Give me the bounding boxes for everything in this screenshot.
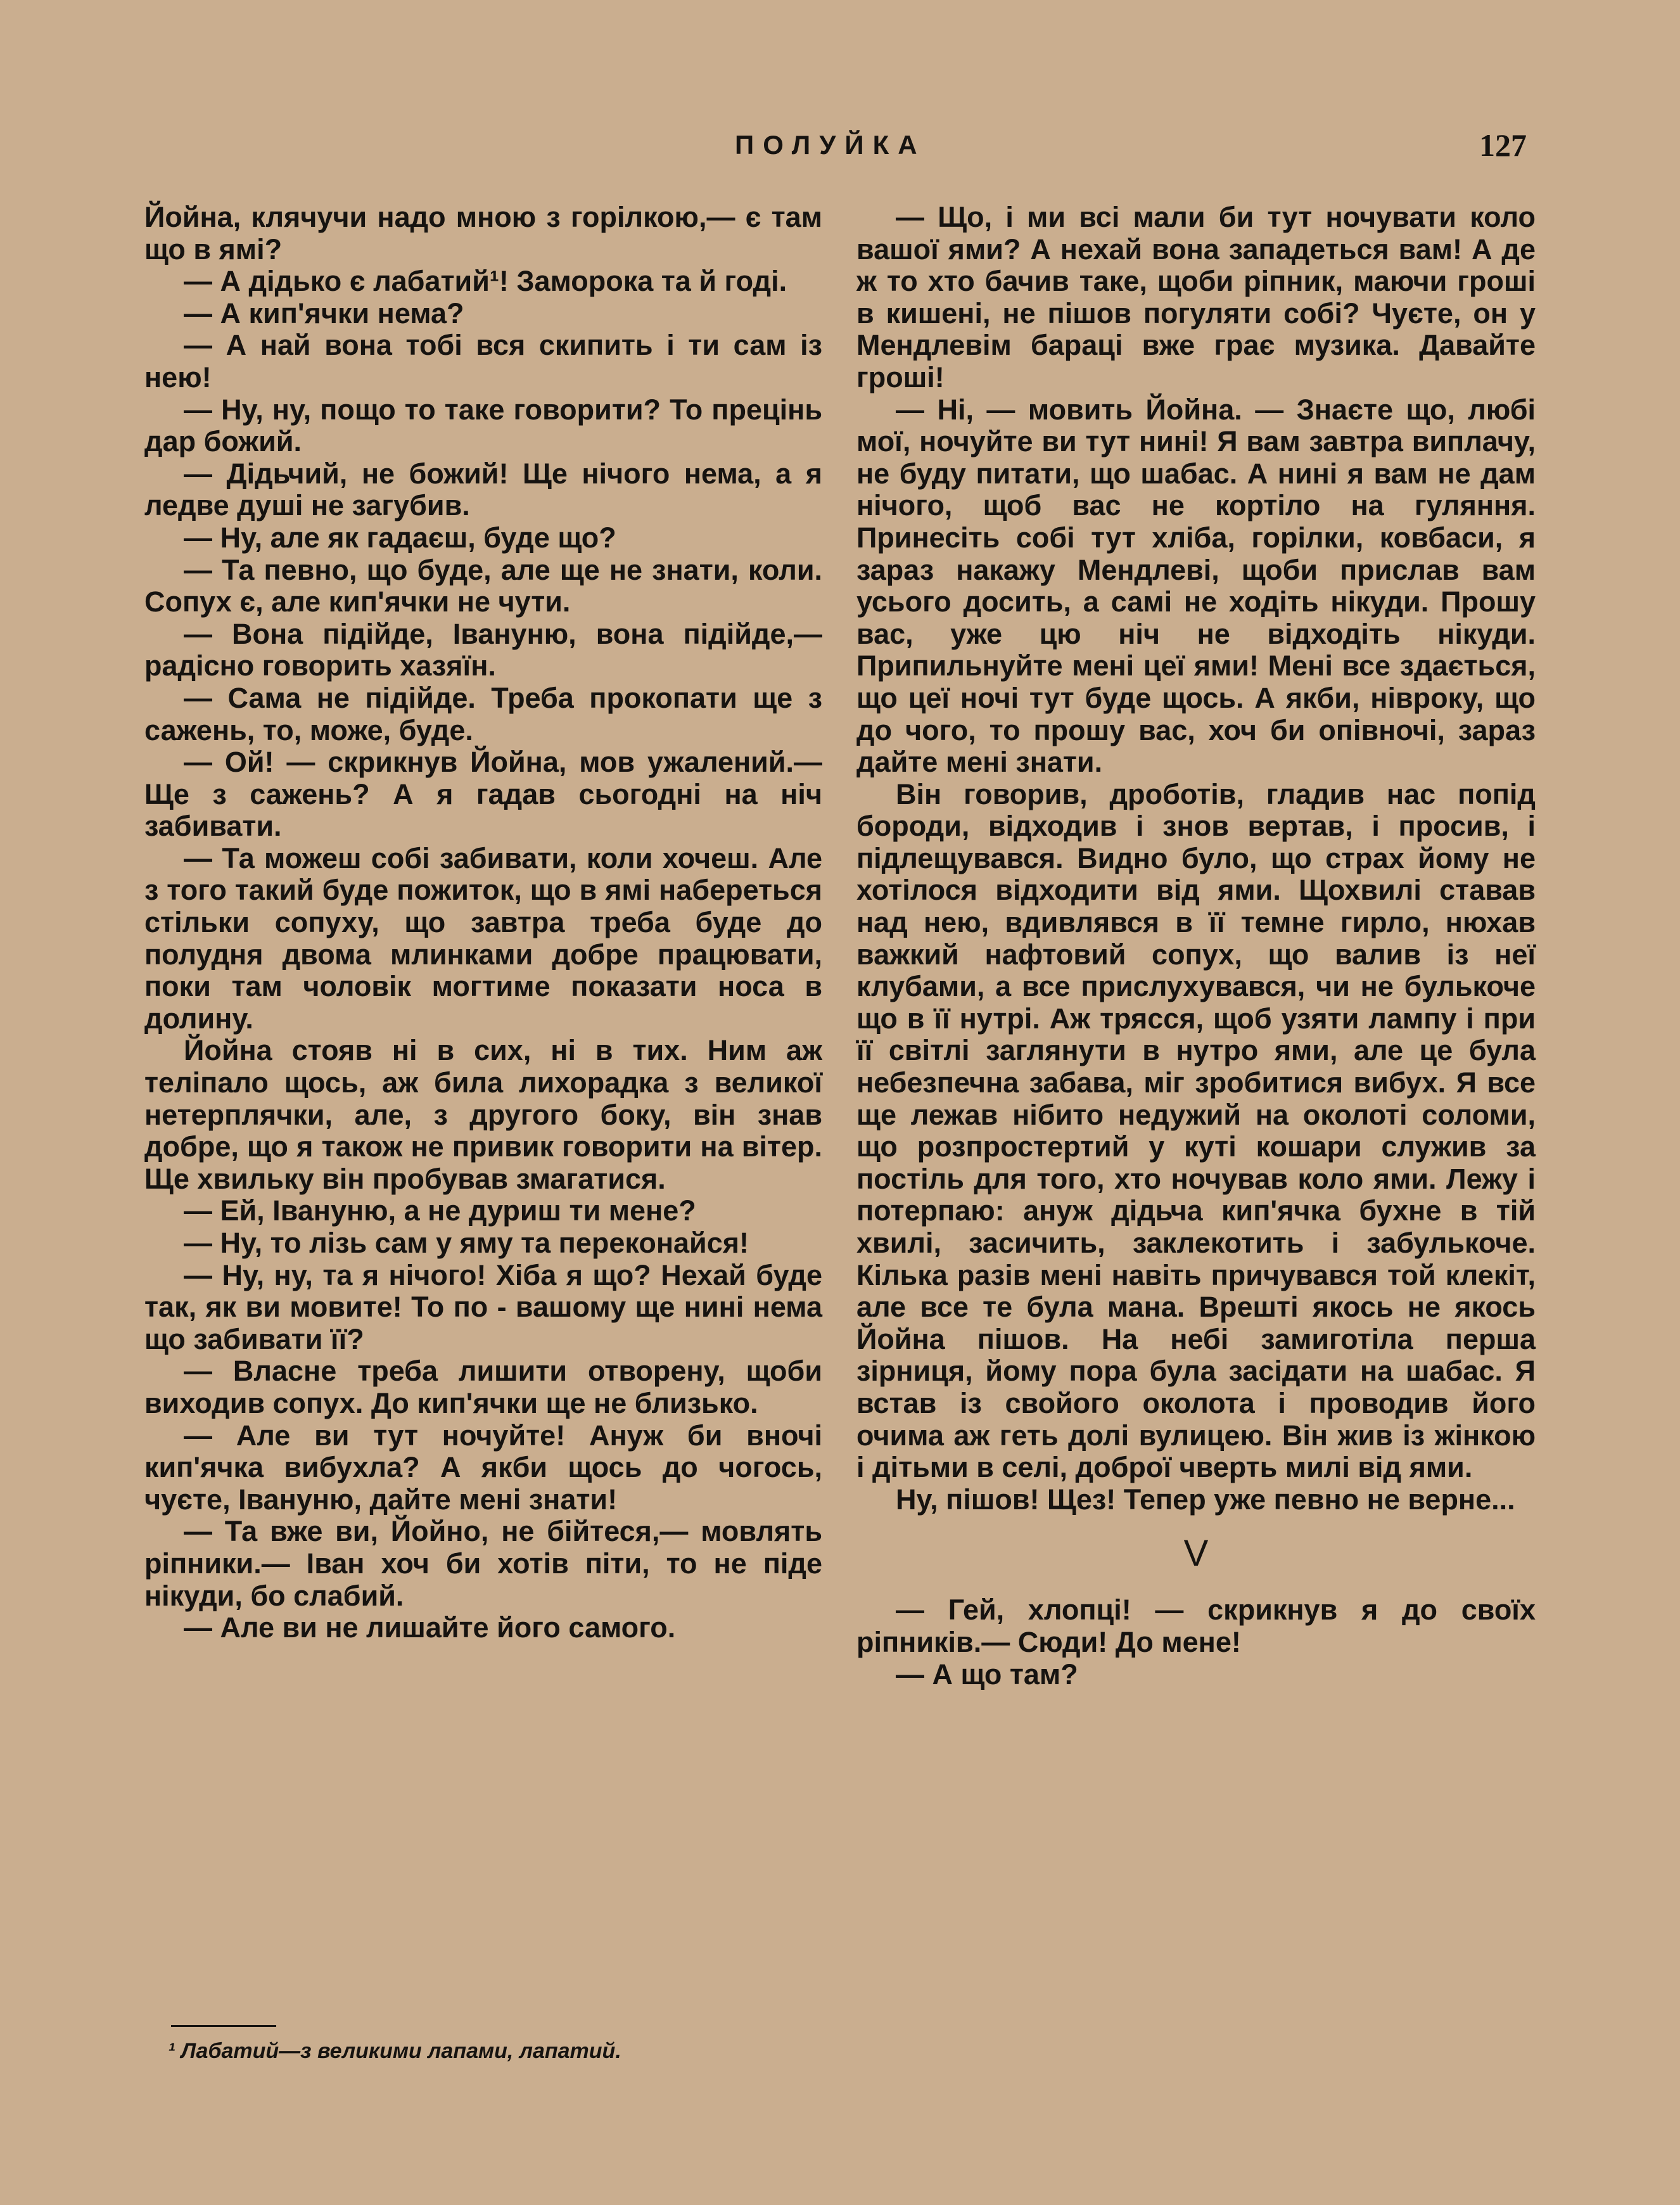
paragraph: — Та вже ви, Йойно, не бійтеся,— мовлять ріпники.— Іван хоч би хотів піти, то не піде нікуди, бо слабий.: [144, 1515, 822, 1612]
footnote: ¹ Лабатий—з великими лапами, лапатий.: [168, 2039, 621, 2063]
paragraph: — Власне треба лишити отворену, щоби виходив сопух. До кип'ячки ще не близько.: [144, 1355, 822, 1419]
paragraph: — Ой! — скрикнув Йойна, мов ужалений.— Ще з сажень? А я гадав сьогодні на ніч забивати.: [144, 746, 822, 843]
paragraph: Ну, пішов! Щез! Тепер уже певно не верне...: [896, 1483, 1515, 1516]
paragraph: — Що, і ми всі мали би тут ночувати коло вашої ями? А нехай вона западеться вам! А де ж то хто бачив таке, щоби ріпник, маючи гроші в кишені, не пішов погуляти собі? Чуєте, он у Мендлевім бараці вже грає музика. Давайте гроші!: [856, 201, 1536, 393]
paragraph: — А кип'ячки нема?: [184, 297, 464, 329]
right-column: [856, 201, 1536, 1690]
paragraph: — Вона підійде, Івануню, вона підійде,— радісно говорить хазяїн.: [144, 617, 822, 682]
paragraph: — Ну, ну, та я нічого! Хіба я що? Нехай буде так, як ви мовите! То по - вашому ще нині нема що забивати її?: [144, 1258, 822, 1355]
paragraph: — А най вона тобі вся скипить і ти сам із нею!: [144, 329, 822, 393]
footnote-rule: [171, 2025, 276, 2027]
right-column-text: [856, 201, 1536, 1516]
right-column-text-after-section: [856, 1594, 1536, 1690]
paragraph: — Сама не підійде. Треба прокопати ще з сажень, то, може, буде.: [144, 681, 822, 746]
paragraph: — Гей, хлопці! — скрикнув я до своїх ріпників.— Сюди! До мене!: [856, 1594, 1536, 1658]
paragraph: — Ну, але як гадаєш, буде що?: [184, 521, 616, 554]
paragraph: — А дідько є лабатий¹! Заморока та й годі.: [184, 265, 787, 298]
paragraph: — Та певно, що буде, але ще не знати, коли. Сопух є, але кип'ячки не чути.: [144, 553, 822, 618]
paragraph: — Але ви не лишайте його самого.: [184, 1611, 676, 1644]
left-column: [144, 201, 822, 1644]
paragraph: — Ну, ну, пощо то таке говорити? То прецінь дар божий.: [144, 393, 822, 458]
running-title: ПОЛУЙКА: [735, 130, 926, 160]
paragraph: — А що там?: [896, 1658, 1078, 1690]
section-number: V: [1183, 1533, 1209, 1575]
paragraph: Він говорив, дроботів, гладив нас попід бороди, відходив і знов вертав, і просив, і підлещувався. Видно було, що страх йому не хотілося відходити від ями. Щохвилі ставав над нею, вдивлявся в її темне гирло, нюхав важкий нафтовий сопух, що валив із неї клубами, а все прислухувався, чи не булькоче що в її нутрі. Аж трясся, щоб узяти лампу і при її світлі заглянути в нутро ями, але це була небезпечна забава, міг зробитися вибух. Я все ще лежав нібито недужий на околоті соломи, що розпростертий у куті кошари служив за постіль для того, хто ночував коло ями. Лежу і потерпаю: ануж дідьча кип'ячка бухне в тій хвилі, засичить, заклекотить і забулькоче. Кілька разів мені навіть причувався той клекіт, але все те була мана. Врешті якось не якось Йойна пішов. На небі замиготіла перша зірниця, йому пора була засідати на шабас. Я встав із свойого околота і проводив його очима аж геть долі вулицею. Він жив із жінкою і дітьми в селі, доброї чверть милі від ями.: [856, 777, 1536, 1484]
paragraph: Йойна стояв ні в сих, ні в тих. Ним аж теліпало щось, аж била лихорадка з великої нетерплячки, але, з другого боку, він знав добре, що я також не привик говорити на вітер. Ще хвильку він пробував змагатися.: [144, 1034, 822, 1195]
paragraph: — Ей, Івануню, а не дуриш ти мене?: [184, 1194, 696, 1227]
page-number: 127: [1479, 127, 1527, 163]
paragraph: — Та можеш собі забивати, коли хочеш. Але з того такий буде пожиток, що в ямі набереться стільки сопуху, що завтра треба буде до полудня двома млинками добре працювати, поки там чоловік могтиме показати носа в долину.: [144, 841, 822, 1035]
paragraph: Йойна, клячучи надо мною з горілкою,— є там що в ямі?: [144, 201, 822, 265]
paragraph: — Ну, то лізь сам у яму та переконайся!: [184, 1227, 749, 1259]
paragraph: — Але ви тут ночуйте! Ануж би вночі кип'ячка вибухла? А якби щось до чогось, чуєте, Івануню, дайте мені знати!: [144, 1419, 822, 1516]
paragraph: — Дідьчий, не божий! Ще нічого нема, а я ледве душі не загубив.: [144, 457, 822, 522]
paragraph: — Ні, — мовить Йойна. — Знаєте що, любі мої, ночуйте ви тут нині! Я вам завтра виплачу, не буду питати, що шабас. А нині я вам не дам нічого, щоб вас не кортіло на гуляння. Принесіть собі тут хліба, горілки, ковбаси, я зараз накажу Мендлеві, щоби прислав вам усього досить, а самі не ходіть нікуди. Прошу вас, уже цю ніч не відходіть нікуди. Припильнуйте мені цеї ями! Мені все здається, що цеї ночі тут буде щось. А якби, нівроку, що до чого, то прошу вас, хоч би опівночі, зараз дайте мені знати.: [856, 393, 1536, 779]
